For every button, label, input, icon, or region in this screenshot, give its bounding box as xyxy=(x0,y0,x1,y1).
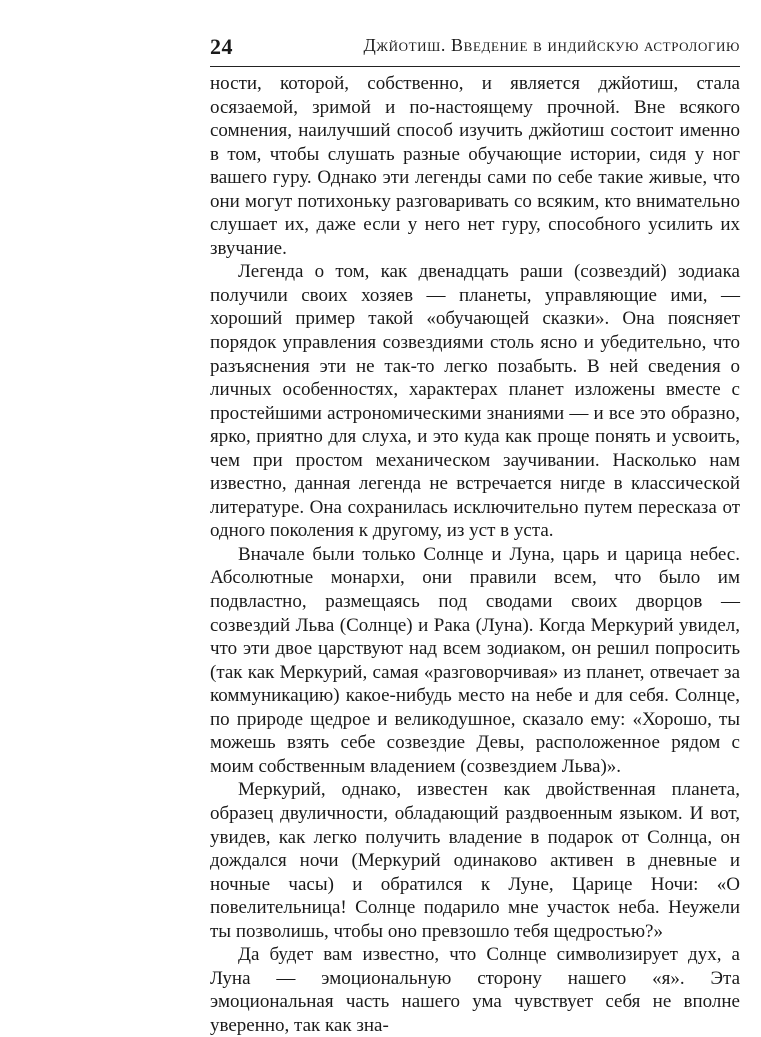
paragraph: Легенда о том, как двенадцать раши (созвездий) зодиака получили своих хозяев — планеты, управляющие ими, — хороший пример такой «обучающей сказки». Она поясняет порядок управления созвездиями столь ясно и убедительно, что разъяснения эти не так-то легко позабыть. В ней сведения о личных особенностях, характерах планет изложены вместе с простейшими астрономическими знаниями — и все это образно, ярко, приятно для слуха, и это куда как проще понять и усвоить, чем при простом механическом заучивании. Насколько нам известно, данная легенда не встречается нигде в классической литературе. Она сохранилась исключительно путем пересказа от одного поколения к другому, из уст в уста. xyxy=(210,261,740,542)
paragraph: Меркурий, однако, известен как двойственная планета, образец двуличности, обладающий раздвоенным языком. И вот, увидев, как легко получить владение в подарок от Солнца, он дождался ночи (Меркурий одинаково активен в дневные и ночные часы) и обратился к Луне, Царице Ночи: «О повелительница! Солнце подарило мне участок неба. Неужели ты позволишь, чтобы оно превзошло тебя щедростью?» xyxy=(210,779,740,942)
header-rule xyxy=(210,66,740,67)
body-text xyxy=(210,72,740,1037)
paragraph: Да будет вам известно, что Солнце символизирует дух, а Луна — эмоциональную сторону нашего «я». Эта эмоциональная часть нашего ума чувствует себя не вполне уверенно, так как зна- xyxy=(210,944,740,1036)
page-header xyxy=(210,34,740,64)
paragraph: Вначале были только Солнце и Луна, царь и царица небес. Абсолютные монархи, они правили всем, что было им подвластно, размещаясь под сводами своих дворцов — созвездий Льва (Солнце) и Рака (Луна). Когда Меркурий увидел, что эти двое царствуют над всем зодиаком, он решил попросить (так как Меркурий, самая «разговорчивая» из планет, отвечает за коммуникацию) какое-нибудь место на небе и для себя. Солнце, по природе щедрое и великодушное, сказало ему: «Хорошо, ты можешь взять себе созвездие Девы, расположенное рядом с моим собственным владением (созвездием Льва)». xyxy=(210,543,740,777)
page-number: 24 xyxy=(210,34,233,59)
paragraph: ности, которой, собственно, и является джйотиш, стала осязаемой, зримой и по-настоящему прочной. Вне всякого сомнения, наилучший способ изучить джйотиш состоит именно в том, чтобы слушать разные обучающие истории, сидя у ног вашего гуру. Однако эти легенды сами по себе такие живые, что они могут потихоньку разговаривать со всяким, кто внимательно слушает их, даже если у него нет гуру, способного усилить их звучание. xyxy=(210,73,740,259)
running-title: Джйотиш. Введение в индийскую астрологию xyxy=(363,35,740,55)
